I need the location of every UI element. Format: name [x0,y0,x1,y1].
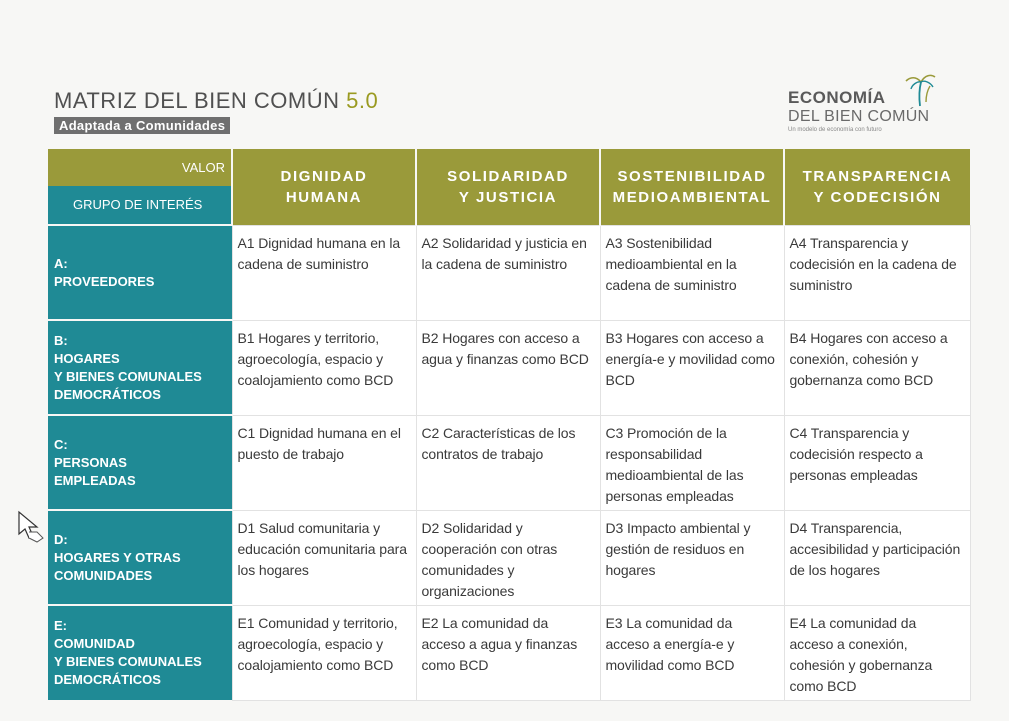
matrix-cell-d3: D3 Impacto ambiental y gestión de residuos en hogares [600,510,784,605]
matrix-cell-b1: B1 Hogares y territorio, agroecología, espacio y coalojamiento como BCD [232,320,416,415]
matrix-cell-e1: E1 Comunidad y territorio, agroecología, espacio y coalojamiento como BCD [232,605,416,700]
row-header-households [48,320,232,415]
row-header-line: PERSONAS [54,454,127,470]
column-header-sustainability [600,149,784,225]
row-header-community [48,605,232,700]
row-header-line: HOGARES Y OTRAS [54,549,181,565]
column-header-line: TRANSPARENCIA [802,167,953,185]
corner-stakeholder-label: GRUPO DE INTERÉS [48,186,232,225]
row-header-line: D: [54,531,68,547]
row-header-line: DEMOCRÁTICOS [54,672,161,687]
row-header-line: COMUNIDAD [54,636,135,651]
row-header-line: C: [54,436,68,452]
corner-value-label: VALOR [48,149,232,186]
matrix-cell-d4: D4 Transparencia, accesibilidad y participación de los hogares [784,510,970,605]
row-header-suppliers [48,225,232,320]
row-header-line: EMPLEADAS [54,472,136,488]
row-header-line: Y BIENES COMUNALES [54,654,202,669]
matrix-cell-d2: D2 Solidaridad y cooperación con otras comunidades y organizaciones [416,510,600,605]
logo [788,72,948,134]
row-header-line: A: [54,255,68,271]
row-header-line: HOGARES [54,350,120,366]
row-header-line: PROVEEDORES [54,273,155,289]
column-header-line: SOLIDARIDAD [447,167,569,185]
matrix-cell-c2: C2 Características de los contratos de trabajo [416,415,600,510]
page-subtitle: Adaptada a Comunidades [54,117,230,134]
matrix-cell-b3: B3 Hogares con acceso a energía-e y movilidad como BCD [600,320,784,415]
row-header-line: DEMOCRÁTICOS [54,386,161,402]
logo-line2: DEL BIEN COMÚN [788,108,930,125]
column-header-transparency [784,149,970,225]
mouse-cursor-icon [17,510,47,544]
row-header-line: B: [54,332,68,348]
matrix-cell-c3: C3 Promoción de la responsabilidad medioambiental de las personas empleadas [600,415,784,510]
matrix-cell-b4: B4 Hogares con acceso a conexión, cohesión y gobernanza como BCD [784,320,970,415]
column-header-line: Y CODECISIÓN [813,188,942,206]
palm-tree-icon [900,72,940,108]
row-header-employees [48,415,232,510]
title-text: MATRIZ DEL BIEN COMÚN [54,88,340,113]
matrix-cell-e3: E3 La comunidad da acceso a energía-e y movilidad como BCD [600,605,784,700]
column-header-line: HUMANA [285,188,363,206]
row-header-line: Y BIENES COMUNALES [54,368,202,384]
column-header-dignity [232,149,416,225]
matrix-cell-c4: C4 Transparencia y codecisión respecto a personas empleadas [784,415,970,510]
matrix-cell-b2: B2 Hogares con acceso a agua y finanzas como BCD [416,320,600,415]
row-header-line: COMUNIDADES [54,567,153,583]
column-header-solidarity [416,149,600,225]
page-title [54,88,378,114]
matrix-cell-c1: C1 Dignidad humana en el puesto de trabajo [232,415,416,510]
matrix-cell-e4: E4 La comunidad da acceso a conexión, cohesión y gobernanza como BCD [784,605,970,700]
matrix-cell-a2: A2 Solidaridad y justicia en la cadena de suministro [416,225,600,320]
matrix-cell-a4: A4 Transparencia y codecisión en la cadena de suministro [784,225,970,320]
column-header-line: DIGNIDAD [280,167,368,185]
matrix-cell-a3: A3 Sostenibilidad medioambiental en la cadena de suministro [600,225,784,320]
row-header-communities [48,510,232,605]
common-good-matrix [48,149,971,701]
column-header-line: Y JUSTICIA [458,188,558,206]
column-header-line: SOSTENIBILIDAD [617,167,767,185]
title-version: 5.0 [346,88,379,113]
row-header-line: E: [54,618,67,633]
logo-line1: ECONOMÍA [788,88,886,107]
matrix-cell-a1: A1 Dignidad humana en la cadena de suministro [232,225,416,320]
matrix-cell-d1: D1 Salud comunitaria y educación comunitaria para los hogares [232,510,416,605]
logo-tagline: Un modelo de economía con futuro [788,127,882,133]
column-header-line: MEDIOAMBIENTAL [612,188,772,206]
matrix-cell-e2: E2 La comunidad da acceso a agua y finanzas como BCD [416,605,600,700]
